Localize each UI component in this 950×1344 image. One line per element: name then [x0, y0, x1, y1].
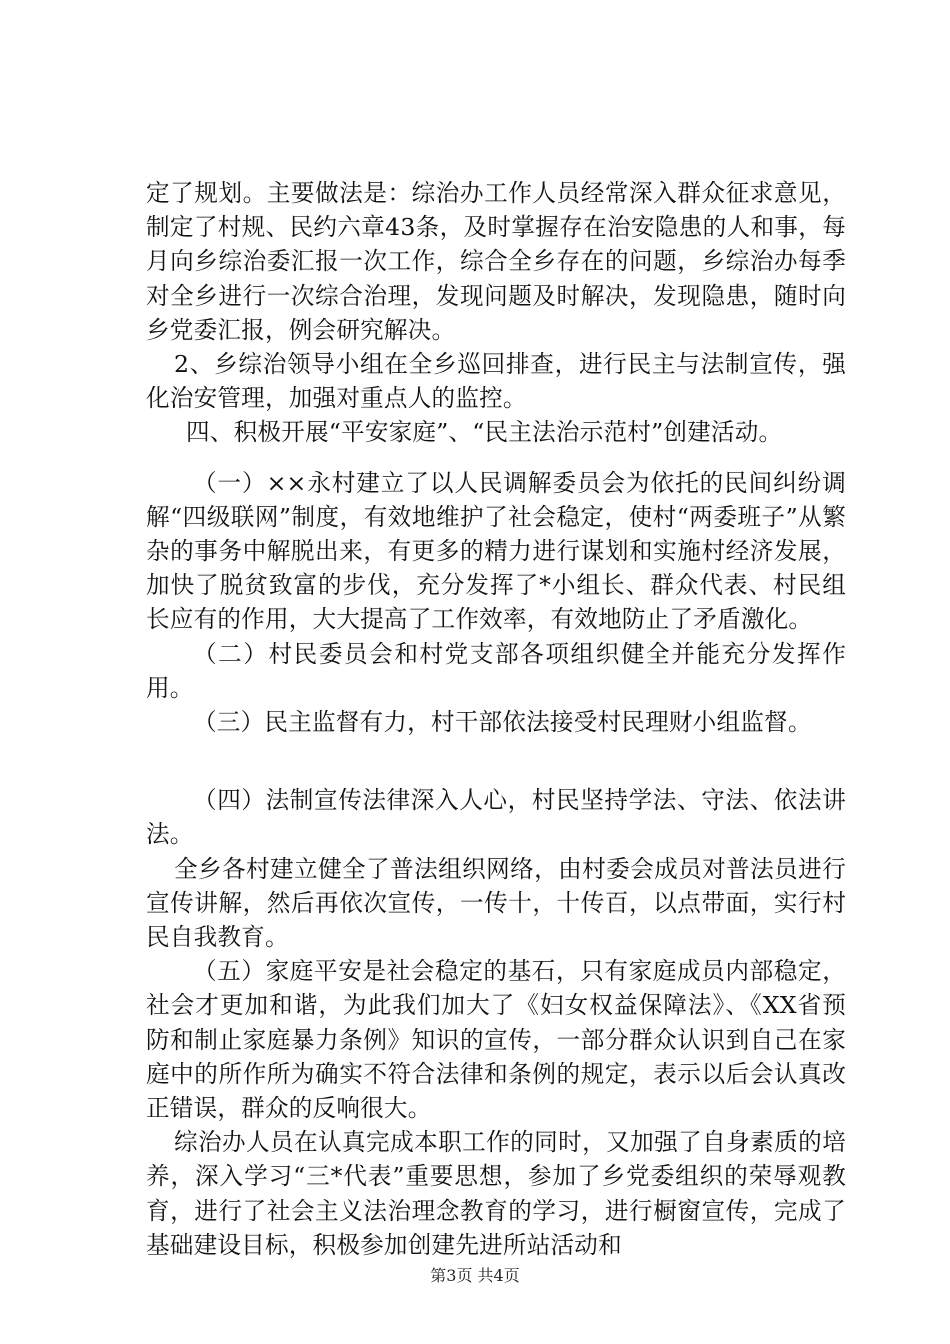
document-body: [146, 176, 846, 1262]
paragraph-subsection-2: （二）村民委员会和村党支部各项组织健全并能充分发挥作用。: [146, 639, 846, 702]
section-heading-4: 四、积极开展“平安家庭”、“民主法治示范村”创建活动。: [186, 418, 783, 447]
paragraph-subsection-3: （三）民主监督有力，村干部依法接受村民理财小组监督。: [193, 708, 812, 737]
page-number-label: 第3页 共4页: [430, 1266, 520, 1285]
paragraph-staff-training: 综治办人员在认真完成本职工作的同时，又加强了自身素质的培养，深入学习“三*代表”重要思想，参加了乡党委组织的荣辱观教育，进行了社会主义法治理念教育的学习，进行橱窗宣传，完成了基础建设目标，积极参加创建先进所站活动和: [146, 1128, 846, 1259]
paragraph-subsection-5: （五）家庭平安是社会稳定的基石，只有家庭成员内部稳定，社会才更加和谐，为此我们加大了《妇女权益保障法》、《XX省预防和制止家庭暴力条例》知识的宣传，一部分群众认识到自己在家庭中的所作所为确实不符合法律和条例的规定，表示以后会认真改正错误，群众的反响很大。: [146, 957, 846, 1123]
paragraph-planning-methods: 定了规划。主要做法是：综治办工作人员经常深入群众征求意见，制定了村规、民约六章43条，及时掌握存在治安隐患的人和事，每月向乡综治委汇报一次工作，综合全乡存在的问题，乡综治办每季对全乡进行一次综合治理，发现问题及时解决，发现隐患，随时向乡党委汇报，例会研究解决。: [146, 179, 846, 344]
paragraph-subsection-4: （四）法制宣传法律深入人心，村民坚持学法、守法、依法讲法。: [146, 786, 846, 849]
paragraph-subsection-1: （一）××永村建立了以人民调解委员会为依托的民间纠纷调解“四级联网”制度，有效地维护了社会稳定，使村“两委班子”从繁杂的事务中解脱出来，有更多的精力进行谋划和实施村经济发展，加快了脱贫致富的步伐，充分发挥了*小组长、群众代表、村民组长应有的作用，大大提高了工作效率，有效地防止了矛盾激化。: [146, 468, 846, 634]
paragraph-item-2-patrol: 2、乡综治领导小组在全乡巡回排查，进行民主与法制宣传，强化治安管理，加强对重点人的监控。: [146, 350, 846, 413]
page-footer: [0, 1266, 950, 1286]
paragraph-legal-network: 全乡各村建立健全了普法组织网络，由村委会成员对普法员进行宣传讲解，然后再依次宣传，一传十，十传百，以点带面，实行村民自我教育。: [146, 854, 846, 952]
